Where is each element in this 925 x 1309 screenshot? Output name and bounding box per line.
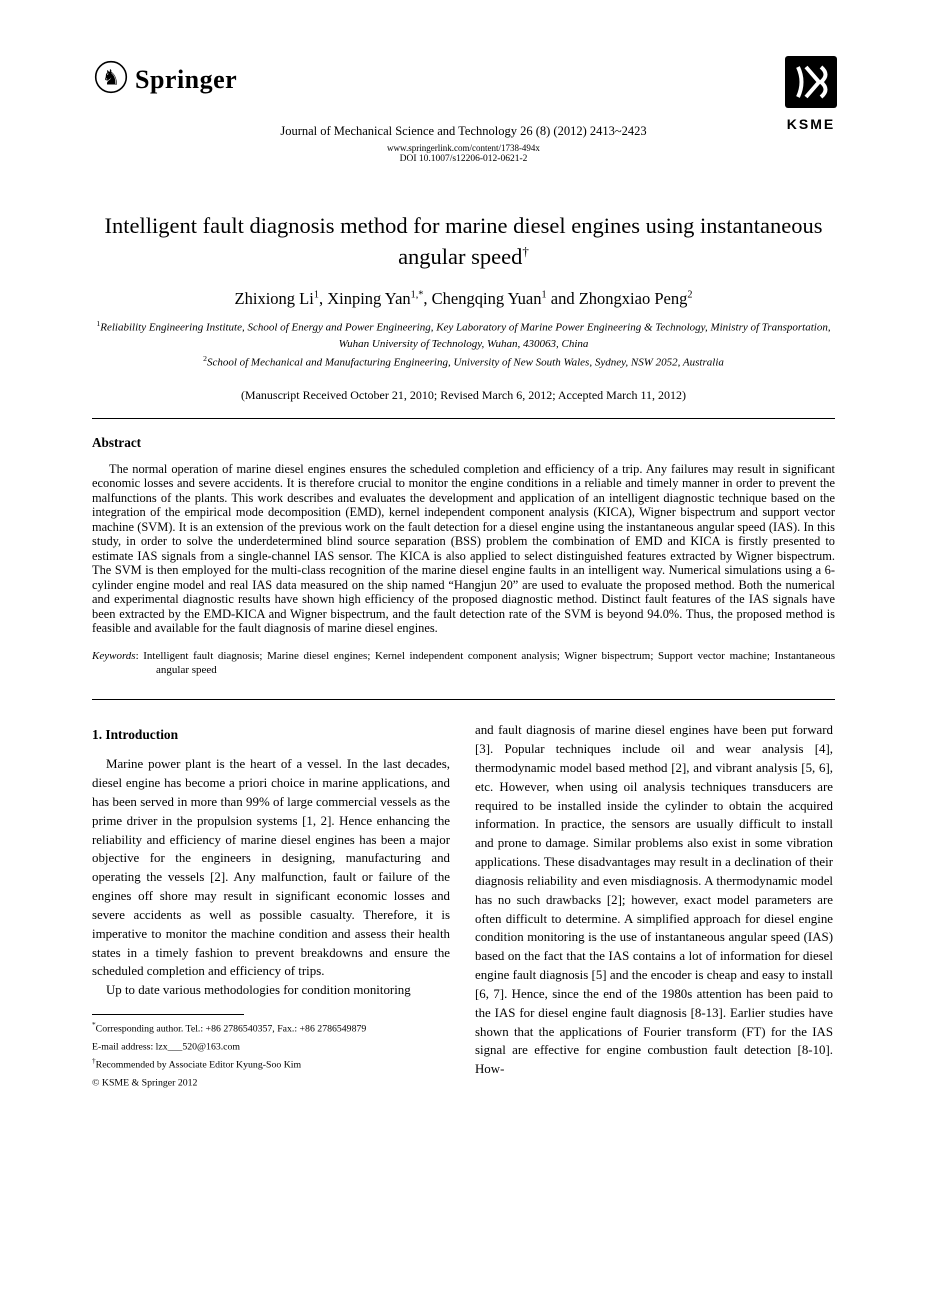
intro-paragraph-continued: and fault diagnosis of marine diesel engines have been put forward [3]. Popular techniques include oil and wear analysis [4], thermodynamic model based method [2], and vibrant analysis [5, 6], etc. However, when using oil analysis techniques transducers are required to be installed inside the cylinder to obtain the acquired information. In practice, the sensors are usually difficult to install and prone to damage. Similar problems also exist in some vibration applications. These disadvantages may result in a declination of their diagnosis reliability and even misdiagnosis. A thermodynamic model has no such drawbacks [2]; however, exact model parameters are often difficult to determine. A simplified approach for diesel engine condition monitoring is the use of instantaneous angular speed (IAS) based on the fact that the IAS contains a lot of information for diesel engine fault diagnosis [5] and the encoder is cheap and easy to install [6, 7]. Hence, since the end of the 1980s attention has been paid to the IAS for diesel engine fault diagnosis [8-13]. Earlier studies have shown that the applications of Fourier transform (FT) for the IAS signal are effective for engine combustion fault detection [8-10]. How- [475,723,833,1077]
intro-paragraph-2: Up to date various methodologies for condition monitoring [106,983,411,998]
abstract-text: The normal operation of marine diesel engines ensures the scheduled completion and efficiency of a trip. Any failures may result in significant economic losses and severe accidents. It is therefore crucial to monitor the engine conditions in a reliable and timely manner in order to prevent the malfunctions of the plants. This work describes and evaluates the development and application of an intelligent diagnostic technique based on the integration of the empirical mode decomposition (EMD), kernel independent component analysis (KICA), Wigner bispectrum and support vector machine (SVM). It is an extension of the previous work on the fault detection for a diesel engine using the instantaneous angular speed (IAS). In this study, in order to solve the underdetermined blind source separation (BSS) problem the combination of EMD and KICA is firstly presented to estimate IAS signals from a single-channel IAS sensor. The KICA is also applied to select distinguished features extracted by Wigner bispectrum. The SVM is then employed for the multi-class recognition of the marine diesel engine faults in an intelligent way. Numerical simulations using a 6-cylinder engine model and real IAS data measured on the ship named “Hangjun 20” are used to evaluate the proposed method. Both the numerical and experimental diagnostic results have shown high efficiency of the proposed diagnostic method. Distinct fault features of the IAS signals have been extracted by the EMD-KICA and Wigner bispectrum, and the fault detection rate of the SVM is beyond 94.0%. Thus, the proposed method is feasible and available for the fault diagnosis of marine diesel engines. [92,461,835,636]
paper-title [104,210,824,272]
keywords-text: : Intelligent fault diagnosis; Marine diesel engines; Kernel independent component analysis; Wigner bispectrum; Support vector machine; Instantaneous angular speed [135,649,835,676]
author-2: Xinping Yan$^{1,*}$, [327,288,432,308]
affiliation-2: $^2$School of Mechanical and Manufacturing Engineering, University of New South Wales, Sydney, NSW 2052, Australia [203,353,724,369]
divider-top [92,418,835,419]
author-3: Chengqing Yuan$^1$ and [431,288,579,308]
footnote-email: E-mail address: lzx___520@163.com [92,1041,241,1053]
keywords-line [92,649,835,678]
springer-wordmark: Springer [135,64,238,94]
doi-line: DOI 10.1007/s12206-012-0621-2 [399,153,528,164]
keywords-label: Keywords [92,649,136,662]
ksme-logo-icon [785,95,837,112]
footnote-corresponding-author: *Corresponding author. Tel.: +86 2786540357, Fax.: +86 2786549879 [92,1020,367,1035]
journal-url: www.springerlink.com/content/1738-494x [387,142,540,153]
abstract-heading: Abstract [92,434,142,450]
abstract-section [92,435,835,678]
manuscript-history: (Manuscript Received October 21, 2010; Revised March 6, 2012; Accepted March 11, 2012) [240,387,687,402]
right-column [475,721,833,1091]
author-1: Zhixiong Li$^1$, [234,288,328,308]
author-4: Zhongxiao Peng$^2$ [578,288,693,308]
ksme-logo [783,56,839,132]
journal-citation: Journal of Mechanical Science and Technology 26 (8) (2012) 2413~2423 [280,124,647,138]
left-column [92,721,450,1091]
body-columns [92,721,835,1091]
divider-body [92,699,835,700]
footnote-rule [92,1014,244,1015]
footnote-editor: †Recommended by Associate Editor Kyung-Soo Kim [92,1055,302,1071]
authors-line [92,289,835,309]
footnote-block [92,1014,450,1091]
section-1-heading: 1. Introduction [92,727,179,743]
springer-horse-icon [94,60,128,99]
affiliation-1: $^1$Reliability Engineering Institute, School of Energy and Power Engineering, Key Laboratory of Marine Power Engineering & Technology, Ministry of Transportation, Wuhan University of Technology, Wuhan, 430063, China [96,318,831,350]
intro-paragraph-1: Marine power plant is the heart of a vessel. In the last decades, diesel engine has become a priori choice in marine applications, and has been served in more than 99% of large commercial vessels as the prime driver in the propulsion systems [1, 2]. Hence enhancing the reliability and efficiency of marine diesel engines has been a major objective for the engineers in designing, manufacturing and operating the vessels [2]. Any malfunction, fault or failure of the engines off shore may result in significant economic losses and severe accidents as well as possible casualty. Therefore, it is imperative to monitor the machine condition and assess their health states in a timely fashion to prevent breakdowns and ensure the scheduled completion and efficiency of trips. [92,757,450,979]
footnote-copyright: © KSME & Springer 2012 [92,1077,198,1089]
paper-title-text: Intelligent fault diagnosis method for marine diesel engines using instantaneous angular speed [104,212,823,269]
title-dagger-mark: † [522,243,529,259]
ksme-wordmark: KSME [786,116,836,132]
affiliations [92,318,835,371]
springer-logo [94,60,237,99]
svg-text:♞: ♞ [101,65,121,90]
publication-info [92,124,835,166]
